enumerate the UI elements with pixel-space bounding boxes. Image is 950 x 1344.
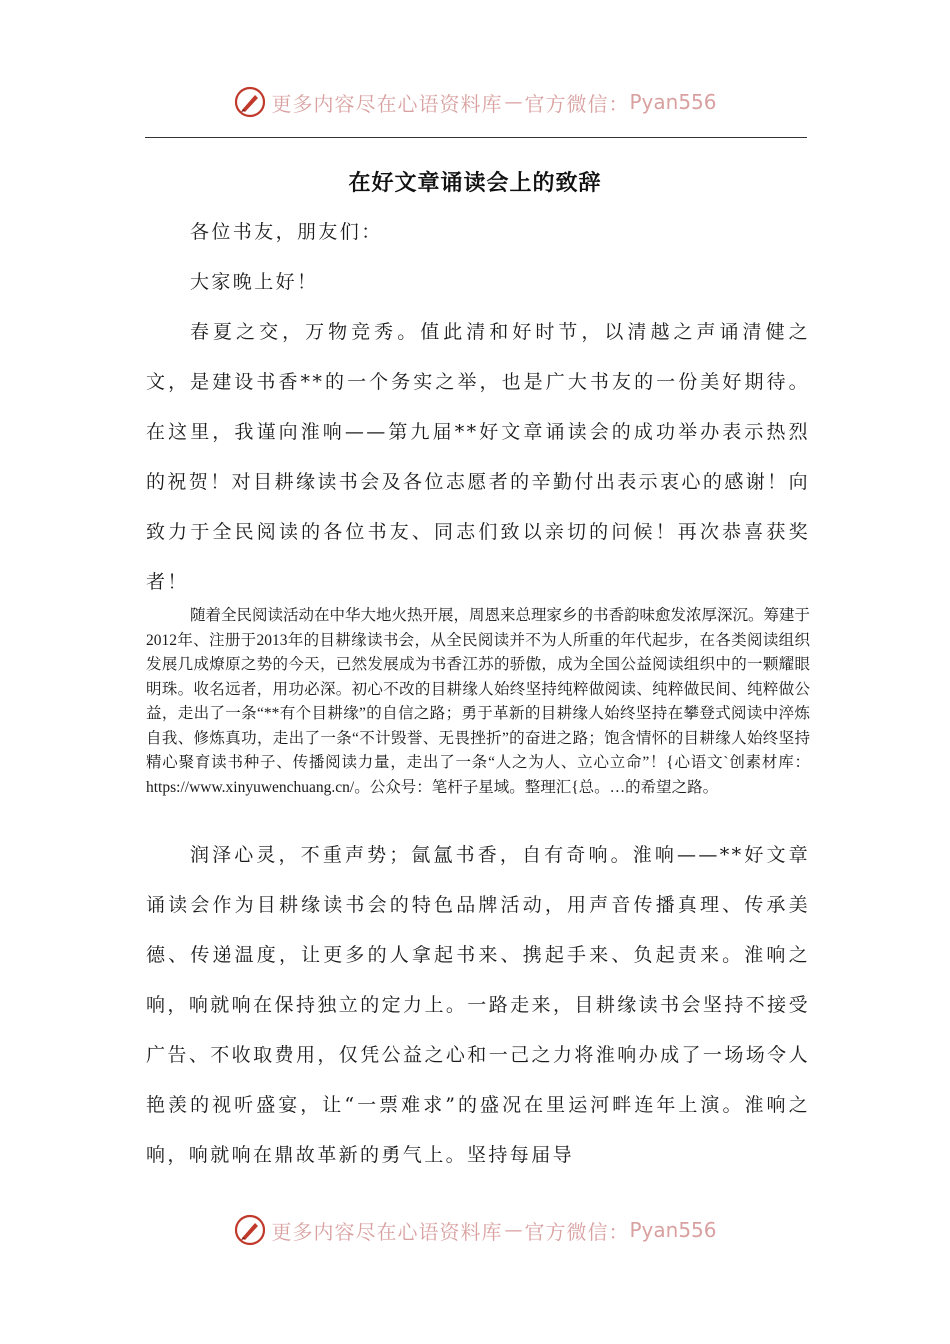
banner-wechat-id: Pyan556 — [629, 1218, 717, 1242]
header-watermark-banner — [0, 82, 950, 122]
footer-watermark-banner — [0, 1210, 950, 1250]
greeting: 各位书友，朋友们： — [190, 221, 383, 243]
document-title: 在好文章诵读会上的致辞 — [348, 170, 602, 196]
paragraph-1: 春夏之交，万物竞秀。值此清和好时节，以清越之声诵清健之文，是建设书香**的一个务实之举，也是广大书友的一份美好期待。在这里，我谨向淮响——第九届**好文章诵读会的成功举办表示热烈的祝贺！对目耕缘读书会及各位志愿者的辛勤付出表示衷心的感谢！向致力于全民阅读的各位书友、同志们致以亲切的问候！再次恭喜获奖者！ — [146, 321, 810, 593]
header-divider — [145, 137, 807, 138]
banner-text: 更多内容尽在心语资料库 — [271, 91, 503, 116]
banner-separator: — — [504, 91, 523, 113]
paragraph-3: 润泽心灵，不重声势；氤氲书香，自有奇响。淮响——**好文章诵读会作为目耕缘读书会的特色品牌活动，用声音传播真理、传承美德、传递温度，让更多的人拿起书来、携起手来、负起责来。淮响之响，响就响在保持独立的定力上。一路走来，目耕缘读书会坚持不接受广告、不收取费用，仅凭公益之心和一己之力将淮响办成了一场场令人艳羡的视听盛宴，让“一票难求”的盛况在里运河畔连年上演。淮响之响，响就响在鼎故革新的勇气上。坚持每届导 — [146, 844, 810, 1166]
banner-text: 更多内容尽在心语资料库 — [271, 1219, 503, 1244]
salutation: 大家晚上好！ — [190, 271, 319, 293]
banner-separator: — — [504, 1219, 523, 1241]
paragraph-2: 随着全民阅读活动在中华大地火热开展，周恩来总理家乡的书香韵味愈发浓厚深沉。筹建于2012年、注册于2013年的目耕缘读书会，从全民阅读并不为人所重的年代起步，在各类阅读组织发展几成燎原之势的今天，已然发展成为书香江苏的骄傲，成为全国公益阅读组织中的一颗耀眼明珠。收名远者，用功必深。初心不改的目耕缘人始终坚持纯粹做阅读、纯粹做民间、纯粹做公益，走出了一条“**有个目耕缘”的自信之路；勇于革新的目耕缘人始终坚持在攀登式阅读中淬炼自我、修炼真功，走出了一条“不计毁誉、无畏挫折”的奋进之路；饱含情怀的目耕缘人始终坚持精心聚育读书种子、传播阅读力量，走出了一条“人之为人、立心立命”！{心语文`创素材库：https://www.xinyuwenchuang.cn/。公众号：笔杆子星域。整理汇{总。…的希望之路。 — [146, 607, 811, 796]
banner-wechat-label: 官方微信： — [524, 91, 630, 116]
banner-wechat-id: Pyan556 — [629, 90, 717, 114]
pen-logo-icon — [233, 1213, 267, 1247]
banner-wechat-label: 官方微信： — [524, 1219, 630, 1244]
pen-logo-icon — [233, 85, 267, 119]
